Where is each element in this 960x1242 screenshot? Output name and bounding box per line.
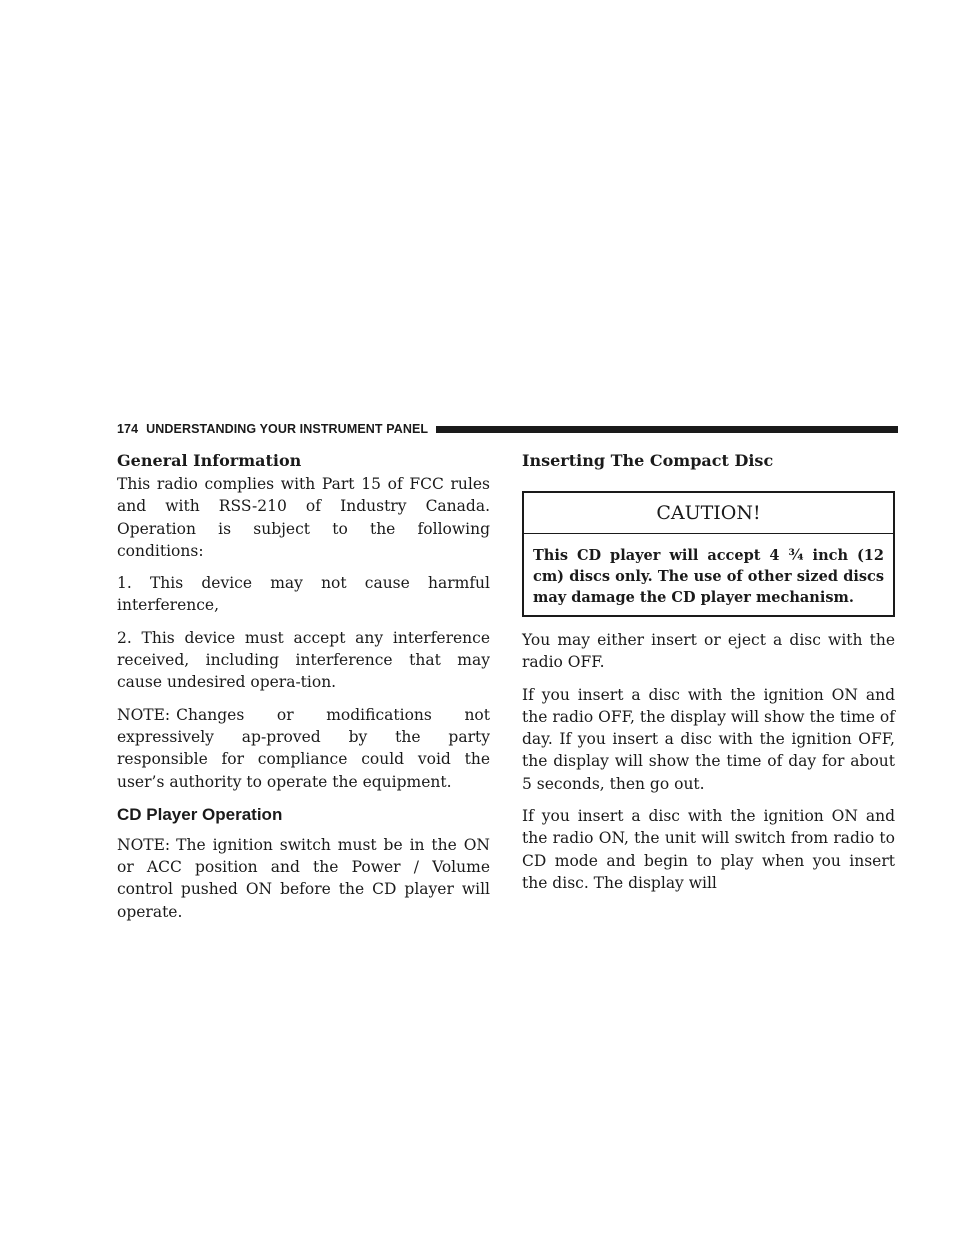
caution-box	[522, 491, 895, 617]
general-information-paragraph: This radio complies with Part 15 of FCC rules and with RSS-210 of Industry Canada. Operation is subject to the following conditions:	[117, 475, 490, 560]
general-information-heading: General Information	[117, 451, 302, 470]
note-text: Changes or modifications not expressively ap-proved by the party responsible for compliance could void the user’s authority to operate the equipment.	[117, 705, 490, 791]
header-rule	[436, 426, 898, 433]
condition-2: 2. This device must accept any interference received, including interference that may cause undesired opera-tion.	[117, 628, 490, 692]
inserting-compact-disc-heading: Inserting The Compact Disc	[522, 451, 774, 470]
page-header	[117, 421, 898, 437]
note-label: NOTE:	[117, 835, 171, 854]
page-number: 174	[117, 422, 139, 436]
caution-text: This CD player will accept 4 ¾ inch (12 cm) discs only. The use of other sized discs may damage the CD player mechanism.	[533, 547, 884, 606]
ignition-radio-off-paragraph: If you insert a disc with the ignition ON and the radio OFF, the display will show the time of day. If you insert a disc with the ignition OFF, the display will show the time of day for about 5 seconds, then go out.	[522, 685, 895, 793]
right-column	[522, 449, 895, 904]
caution-title: CAUTION!	[524, 493, 893, 534]
insert-eject-paragraph: You may either insert or eject a disc with the radio OFF.	[522, 631, 895, 672]
cd-player-operation-heading: CD Player Operation	[117, 804, 283, 824]
note-label: NOTE:	[117, 705, 171, 724]
ignition-radio-on-paragraph: If you insert a disc with the ignition ON and the radio ON, the unit will switch from radio to CD mode and begin to play when you insert the disc. The display will	[522, 807, 895, 892]
note-modifications	[117, 704, 490, 793]
note-text: The ignition switch must be in the ON or ACC position and the Power / Volume control pushed ON before the CD player will operate.	[117, 835, 490, 921]
left-column	[117, 449, 490, 933]
note-ignition	[117, 834, 490, 923]
condition-1: 1. This device may not cause harmful interference,	[117, 574, 490, 615]
section-title: UNDERSTANDING YOUR INSTRUMENT PANEL	[146, 422, 429, 436]
